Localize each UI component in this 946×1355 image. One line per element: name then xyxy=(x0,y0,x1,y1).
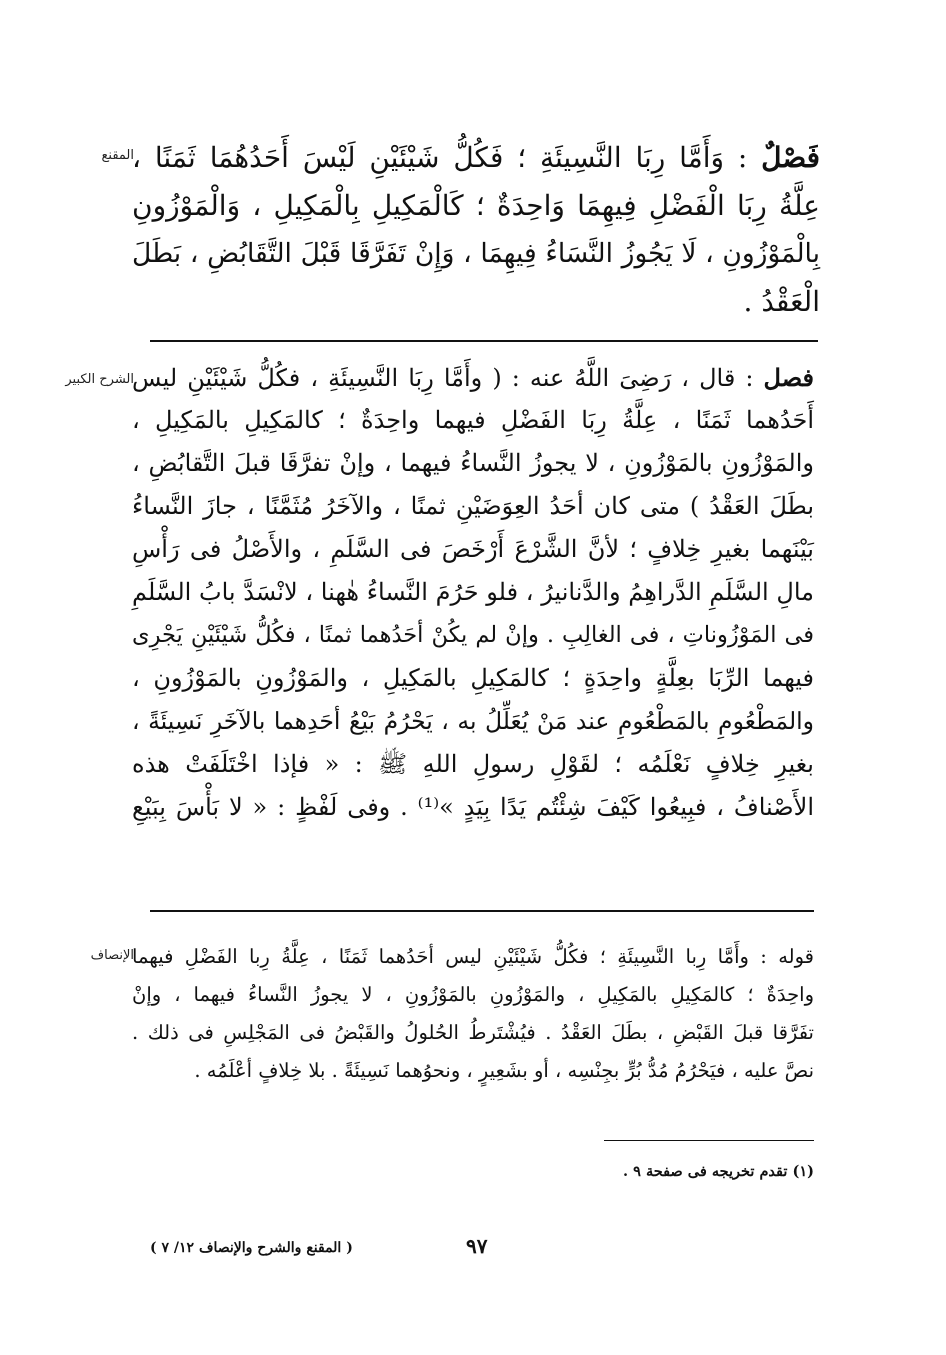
sharh-text xyxy=(132,356,814,829)
insaf-text xyxy=(132,938,814,1090)
footnote: (١) تقدم تخريجه فى صفحة ٩ . xyxy=(622,1163,814,1180)
muqni-line-4: الْعَقْدُ . xyxy=(743,285,820,318)
label-sharh: الشرح الكبير xyxy=(65,372,134,387)
page-number: ٩٧ xyxy=(466,1234,488,1258)
sharh-line-6: مالِ السَّلَمِ الدَّراهِمُ والدَّنانيرُ ، فلو حَرُمَ النَّساءُ هٰهنا ، لانْسَدَّ بابُ السَّلَمِ xyxy=(132,578,814,606)
muqni-text xyxy=(132,134,820,326)
book-reference: ( المقنع والشرح والإنصاف ١٢/ ٧ ) xyxy=(150,1240,353,1256)
sharh-line-1: فصل : قال ، رَضِىَ اللَّهُ عنه : ( وأَمَّا رِبَا النَّسِيئَةِ ، فكُلُّ شَيْئَيْنِ ليس xyxy=(132,363,814,392)
label-muqni: المقنع xyxy=(101,148,134,163)
footnote-divider xyxy=(604,1140,814,1141)
muqni-heading: فَصْلٌ xyxy=(761,141,820,174)
sharh-line-7: فى المَوْزُوناتِ ، فى الغالِبِ . وإنْ لم يكُنْ أحَدُهما ثمنًا ، فكُلُّ شَيْئَيْنِ يَجْرِى xyxy=(132,622,814,648)
label-insaf: الإنصاف xyxy=(90,948,134,963)
muqni-line-2: عِلَّةُ رِبَا الْفَضْلِ فِيهِمَا وَاحِدَةٌ ؛ كَالْمَكِيلِ بِالْمَكِيلِ ، وَالْمَوْزُونِ xyxy=(132,189,820,222)
sharh-line-3: والمَوْزُونِ بالمَوْزُونِ ، لا يجوزُ النَّساءُ فيهما ، وإنْ تفرَّقَا قبلَ التَّقابُضِ ، xyxy=(132,449,814,477)
insaf-line-4: نصَّ عليه ، فيَحْرُمُ مُدُّ بُرٍّ بجِنْسِه ، أو بشَعِيرٍ ، ونحوُهما نَسِيئَةً . بلا خِلافٍ أعْلَمُه . xyxy=(194,1059,814,1082)
insaf-line-3: تفَرَّقا قبلَ القَبْضِ ، بطَلَ العَقْدُ . فيُشْتَرطُ الحُلولُ والقَبْضُ فى المَجْلِسِ فى ذلك . xyxy=(132,1021,814,1044)
sharh-line-8: فيهما الرِّبَا بعِلَّةٍ واحِدَةٍ ؛ كالمَكِيلِ بالمَكِيلِ ، والمَوْزُونِ بالمَوْزُونِ ، xyxy=(132,664,814,692)
section-divider-1 xyxy=(150,340,818,342)
sharh-line-9: والمَطْعُومِ بالمَطْعُومِ عند مَنْ يُعَلِّلُ به ، يَحْرُمُ بَيْعُ أحَدِهما بالآخَرِ نَسِيئَةً ، xyxy=(132,707,814,735)
sharh-line-11: الأَصْنافُ ، فبِيعُوا كَيْفَ شِئْتُم يَدًا بِيَدٍ »⁽¹⁾ . وفى لَفْظٍ : « لا بَأْسَ بِبَيْعِ xyxy=(132,793,814,821)
sharh-line-10: بغيرِ خِلافٍ نَعْلَمُه ؛ لقَوْلِ رسولِ اللهِ ﷺ : « فإذا اخْتَلَفَتْ هذه xyxy=(132,750,814,778)
insaf-line-2: واحِدَةٌ ؛ كالمَكِيلِ بالمَكِيلِ ، والمَوْزُونِ بالمَوْزُونِ ، لا يجوزُ النَّساءُ فيهما ، وإنْ xyxy=(132,983,814,1006)
muqni-line-3: بِالْمَوْزُونِ ، لَا يَجُوزُ النَّسَاءُ فِيهِمَا ، وَإِنْ تَفَرَّقَا قَبْلَ التَّقَابُضِ ، بَطَلَ xyxy=(132,238,820,269)
insaf-line-1: قوله : وأَمَّا رِبا النَّسِيئَةِ ؛ فكُلُّ شَيْئَيْنِ ليس أحَدُهما ثَمَنًا ، عِلَّةُ رِبا الفَضْلِ فيهما xyxy=(132,945,814,968)
sharh-heading: فصل xyxy=(763,363,814,392)
section-divider-2 xyxy=(150,910,814,912)
sharh-line-4: بطَلَ العَقْدُ ) متى كان أحَدُ العِوَضَيْنِ ثمنًا ، والآخَرُ مُثَمَّنًا ، جازَ النَّساءُ xyxy=(132,492,814,520)
sharh-line-2: أَحَدُهما ثَمَنًا ، عِلَّةُ رِبَا الفَضْلِ فيهما واحِدَةٌ ؛ كالمَكِيلِ بالمَكِيلِ ، xyxy=(132,406,814,434)
sharh-line-5: بَيْنَهما بغيرِ خِلافٍ ؛ لأنَّ الشَّرْعَ أَرْخَصَ فى السَّلَمِ ، والأَصْلُ فى رَأْسِ xyxy=(132,535,814,563)
muqni-line-1: فَصْلٌ : وَأَمَّا رِبَا النَّسِيئَةِ ؛ فَكُلُّ شَيْئَيْنِ لَيْسَ أَحَدُهُمَا ثَمَنًا ، xyxy=(132,141,820,174)
